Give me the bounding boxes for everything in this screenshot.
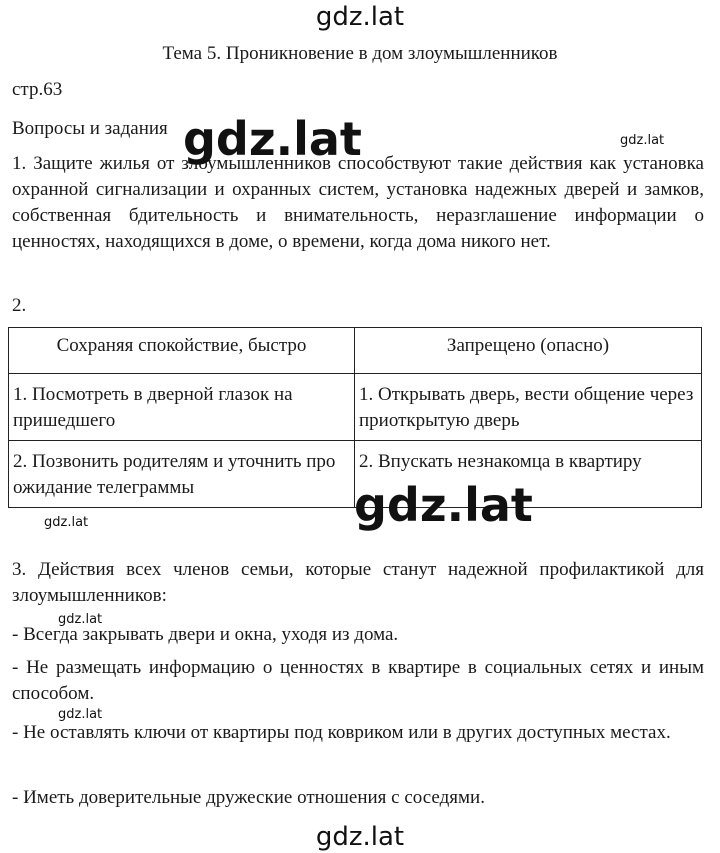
table-header-cell: Запрещено (опасно): [355, 328, 702, 374]
list-item: - Иметь доверительные дружеские отношения с соседями.: [12, 787, 485, 808]
watermark-small: gdz.lat: [44, 515, 89, 530]
table-cell: 2. Впускать незнакомца в квартиру: [355, 441, 702, 508]
watermark-small: gdz.lat: [58, 612, 103, 627]
watermark-large: gdz.lat: [183, 112, 362, 166]
table-header-row: [9, 328, 702, 374]
list-item: - Не оставлять ключи от квартиры под ковриком или в других доступных местах.: [12, 722, 671, 743]
topic-title: Тема 5. Проникновение в дом злоумышленников: [162, 43, 558, 64]
page-reference: стр.63: [12, 79, 63, 100]
table-header-cell: Сохраняя спокойствие, быстро: [9, 328, 355, 374]
watermark-small: gdz.lat: [58, 707, 103, 722]
table-row: [9, 374, 702, 441]
list-item: - Не размещать информацию о ценностях в квартире в социальных сетях и иным способом.: [12, 657, 704, 704]
list-item: - Всегда закрывать двери и окна, уходя из дома.: [12, 624, 399, 645]
watermark-small: gdz.lat: [620, 133, 665, 148]
answer-3-intro: 3. Действия всех членов семьи, которые станут надежной профилактикой для злоумышленников:: [12, 559, 704, 606]
watermark-top: gdz.lat: [315, 2, 405, 32]
section-heading: Вопросы и задания: [12, 118, 168, 139]
watermark-large: gdz.lat: [354, 478, 533, 532]
answer-2-number: 2.: [12, 295, 27, 316]
answer-1: 1. Защите жилья от злоумышленников способствуют такие действия как установка охранной сигнализации и охранных систем, установка надежных дверей и замков, собственная бдительность и внимательность, неразглашение информации о ценностях, находящихся в доме, о времени, когда дома никого нет.: [12, 153, 704, 252]
table-cell: 1. Посмотреть в дверной глазок на пришедшего: [9, 374, 355, 441]
table-cell: 2. Позвонить родителям и уточнить про ожидание телеграммы: [9, 441, 355, 508]
watermark-bottom: gdz.lat: [315, 822, 405, 852]
table-cell: 1. Открывать дверь, вести общение через приоткрытую дверь: [355, 374, 702, 441]
